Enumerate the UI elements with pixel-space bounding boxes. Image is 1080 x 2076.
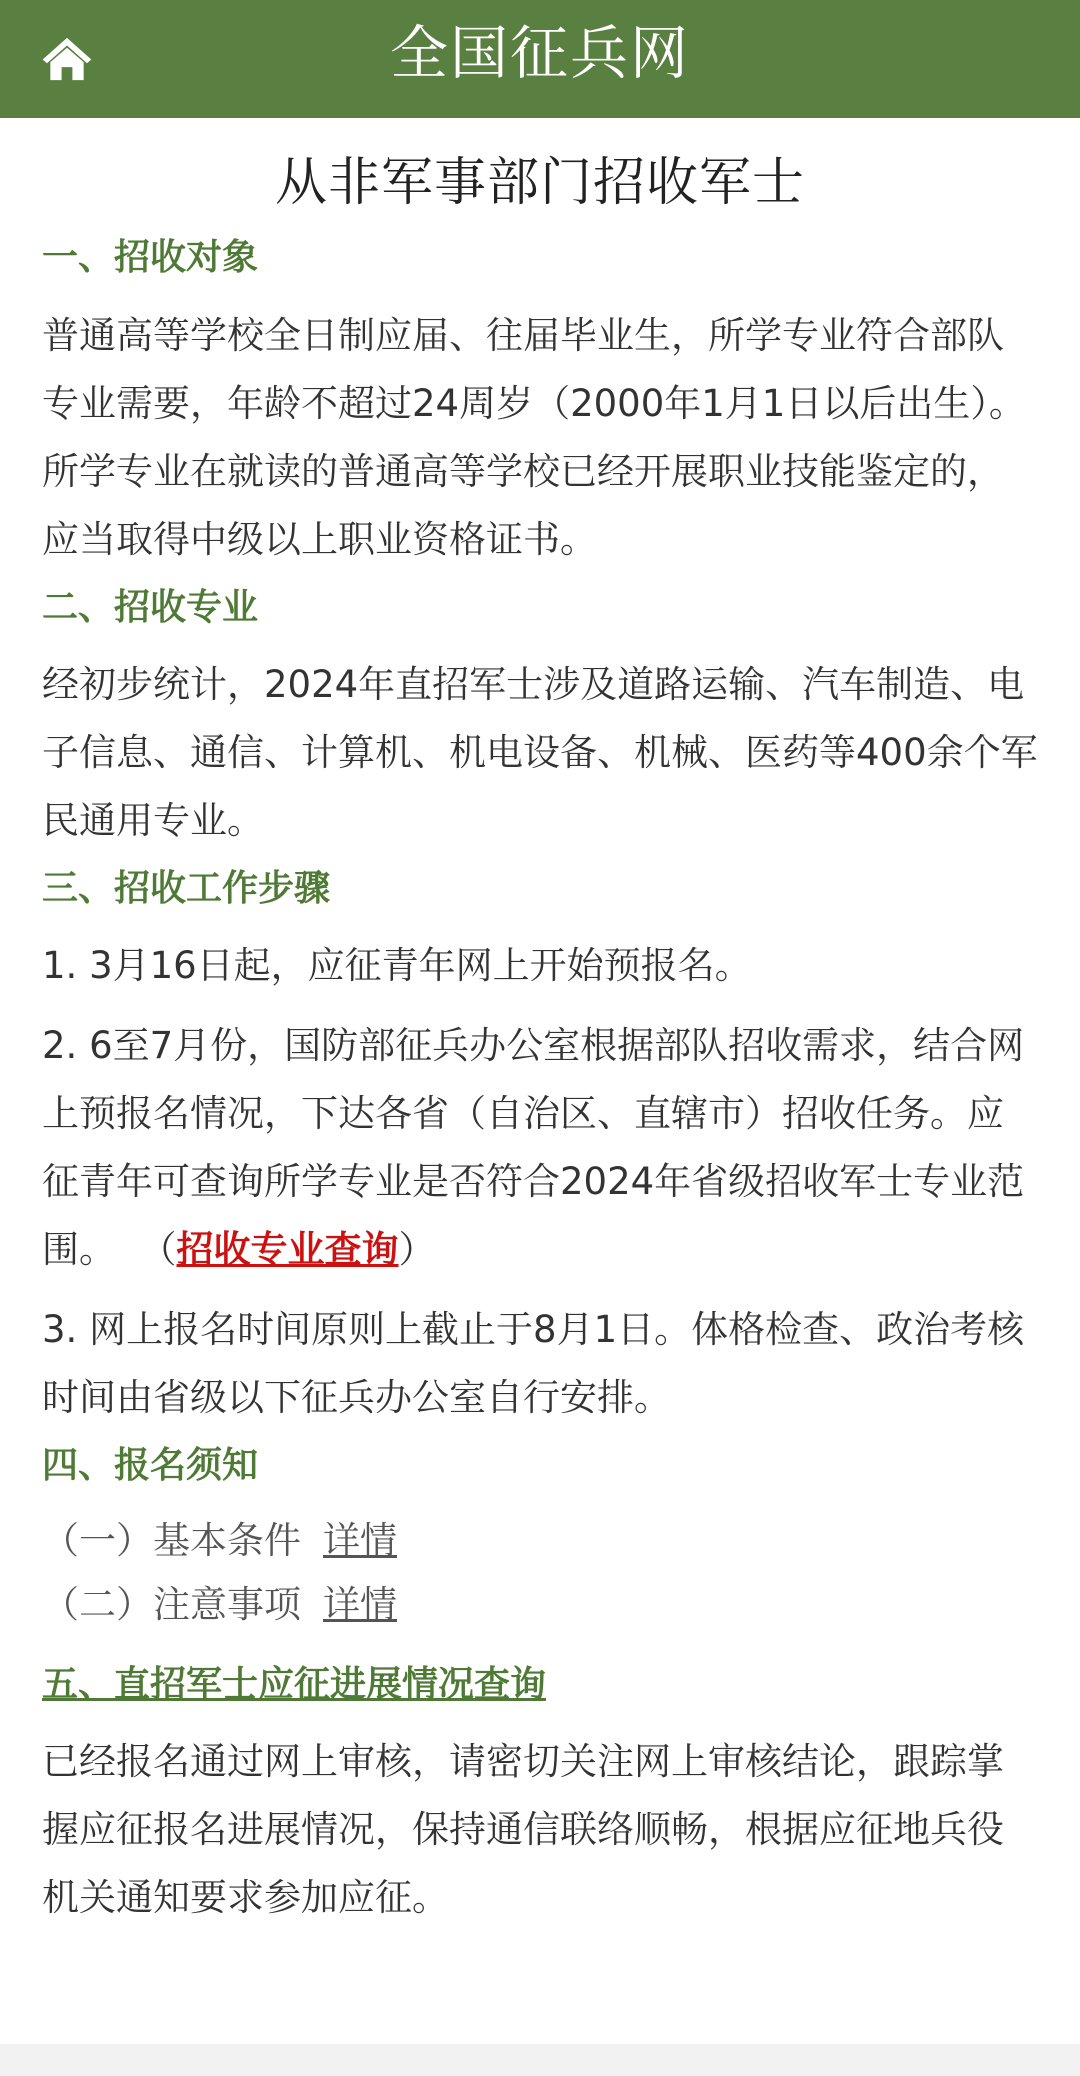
step-3-text: 3. 网上报名时间原则上截止于8月1日。体格检查、政治考核时间由省级以下征兵办公室自行安排。 (42, 1307, 1025, 1419)
section-heading-recruit-majors: 二、招收专业 (42, 586, 259, 628)
top-bar (0, 0, 1080, 118)
progress-query-link[interactable]: 五、直招军士应征进展情况查询 (42, 1664, 547, 1706)
notice-item-precautions (42, 1573, 1038, 1637)
step-2-paragraph (42, 1012, 1038, 1284)
section-heading-registration-notice: 四、报名须知 (42, 1444, 259, 1486)
basic-conditions-detail-link[interactable]: 详情 (323, 1519, 397, 1563)
page-title: 从非军事部门招收军士 (274, 153, 805, 213)
step-2-text: 2. 6至7月份，国防部征兵办公室根据部队招收需求，结合网上预报名情况，下达各省（自治区、直辖市）招收任务。应征青年可查询所学专业是否符合2024年省级招收军士专业范围。 (42, 1023, 1025, 1271)
notice-item-label: （二）注意事项 (42, 1583, 301, 1627)
section-heading-work-steps: 三、招收工作步骤 (42, 867, 331, 909)
precautions-detail-link[interactable]: 详情 (323, 1583, 397, 1627)
footer-strip (0, 2044, 1080, 2076)
section-text-recruit-targets: 普通高等学校全日制应届、往届毕业生，所学专业符合部队专业需要，年龄不超过24周岁（2000年1月1日以后出生）。所学专业在就读的普通高等学校已经开展职业技能鉴定的，应当取得中级以上职业资格证书。 (42, 313, 1026, 561)
section-text-progress-query: 已经报名通过网上审核，请密切关注网上审核结论，跟踪掌握应征报名进展情况，保持通信联络顺畅，根据应征地兵役机关通知要求参加应征。 (42, 1740, 1004, 1920)
section-heading-recruit-targets: 一、招收对象 (42, 237, 259, 279)
step-2-close-paren: ） (398, 1227, 436, 1271)
notice-item-basic-conditions (42, 1509, 1038, 1573)
home-button[interactable] (34, 26, 100, 92)
step-1-text: 1. 3月16日起，应征青年网上开始预报名。 (42, 943, 752, 987)
home-icon (40, 32, 94, 86)
article-content (42, 118, 1038, 1944)
step-2-open-paren: （ (139, 1227, 177, 1271)
major-query-link[interactable]: 招收专业查询 (176, 1227, 399, 1271)
notice-item-label: （一）基本条件 (42, 1519, 301, 1563)
site-title: 全国征兵网 (389, 19, 690, 87)
section-text-recruit-majors: 经初步统计，2024年直招军士涉及道路运输、汽车制造、电子信息、通信、计算机、机电设备、机械、医药等400余个军民通用专业。 (42, 662, 1038, 842)
